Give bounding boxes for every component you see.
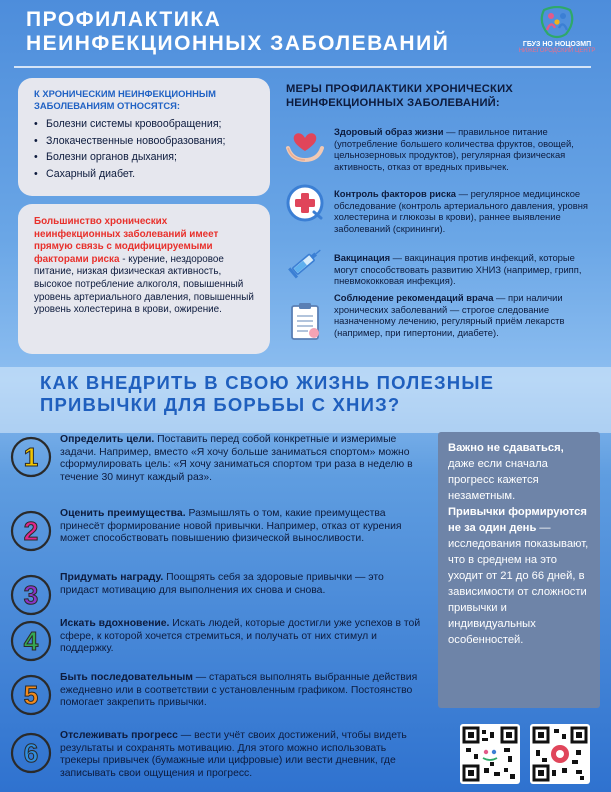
measure-name: Вакцинация	[334, 252, 391, 263]
risk-factors-text: - курение, нездоровое питание, низкая физическая активность, высокое потребление алкоголя, повышенный уровень артериального давления, повышенный уровень холестерина в крови, ожирение.	[34, 253, 254, 316]
number-4-icon	[8, 618, 54, 664]
title-line-2: НЕИНФЕКЦИОННЫХ ЗАБОЛЕВАНИЙ	[26, 32, 450, 55]
page-title	[26, 8, 496, 56]
step-body: Искать людей, которые достигли уже успехов в той сфере, к которой хочется стремиться, и получать от них стимул и поддержку.	[60, 618, 421, 654]
measure-text: — правильное питание (употребление большего количества фруктов, овощей, цельнозерновых продуктов), регулярная физическая активность, отказ от вредных привычек.	[334, 126, 574, 172]
measure-risk-control	[334, 188, 600, 234]
list-item: • Болезни системы кровообращения;	[34, 116, 256, 133]
measure-vaccination	[334, 252, 600, 287]
howto-title-line-2: ПРИВЫЧКИ ДЛЯ БОРЬБЫ С ХНИЗ?	[40, 394, 401, 415]
risk-factors-box	[18, 204, 270, 354]
logo-subtitle: НИЖЕГОРОДСКИЙ ЦЕНТР	[518, 48, 596, 54]
title-line-1: ПРОФИЛАКТИКА	[26, 8, 222, 31]
number-6-icon	[8, 730, 54, 776]
howto-title-line-1: КАК ВНЕДРИТЬ В СВОЮ ЖИЗНЬ ПОЛЕЗНЫЕ	[40, 372, 495, 393]
number-3-icon	[8, 572, 54, 618]
measure-name: Соблюдение рекомендаций врача	[334, 292, 494, 303]
step-number: 1	[23, 442, 39, 472]
logo-emblem-icon	[536, 6, 578, 40]
step-text	[60, 672, 422, 710]
title-divider	[14, 66, 591, 68]
step-text	[60, 730, 422, 780]
step-number: 4	[23, 626, 39, 656]
logo-name: ГБУЗ НО НОЦОЗМП	[522, 41, 592, 48]
measures-title: МЕРЫ ПРОФИЛАКТИКИ ХРОНИЧЕСКИХ НЕИНФЕКЦИОННЫХ ЗАБОЛЕВАНИЙ:	[286, 83, 513, 109]
organization-logo	[515, 6, 599, 64]
step-text	[60, 508, 422, 546]
measure-text: — регулярное медицинское обследование (контроль артериального давления, уровня холестерина и глюкозы в крови), раннее выявление заболеваний (скрининги).	[334, 188, 588, 234]
measure-doctor-advice	[334, 292, 600, 338]
clipboard-icon	[284, 300, 326, 342]
step-text	[60, 618, 422, 656]
measure-text: — вакцинация против инфекций, которые могут способствовать развитию ХНИЗ (например, грипп, пневмококковая инфекция).	[334, 252, 582, 286]
number-5-icon	[8, 672, 54, 718]
step-body: Поощрять себя за здоровые привычки — это придаст мотивацию для выполнения их снова и снова.	[60, 572, 384, 596]
step-number: 6	[23, 738, 39, 768]
step-body: Размышлять о том, какие преимущества принесёт формирование новой привычки. Например, отказ от курения может способствовать повышению физической выносливости.	[60, 508, 402, 544]
step-heading: Придумать награду.	[60, 572, 164, 583]
medical-cross-icon	[284, 182, 326, 224]
note-emphasis-1: Важно не сдаваться,	[448, 442, 564, 454]
step-heading: Быть последовательным	[60, 672, 193, 683]
chronic-diseases-box	[18, 78, 270, 196]
list-item: • Сахарный диабет.	[34, 166, 256, 183]
prevention-measures	[286, 82, 602, 110]
step-body: — вести учёт своих достижений, чтобы видеть результаты и сохранять мотивацию. Для этого можно использовать трекеры привычек (бумажные или цифровые) или вести дневник, где записывать свои ощущения и прогресс.	[60, 730, 407, 779]
qr-code-left[interactable]	[460, 724, 520, 784]
step-text	[60, 434, 422, 484]
measure-text: — при наличии хронических заболеваний — строгое следование назначенному лечению, регулярный приём лекарств (например, при гипертонии, диабете).	[334, 292, 565, 338]
measure-name: Здоровый образ жизни	[334, 126, 444, 137]
list-item: • Злокачественные новообразования;	[34, 133, 256, 150]
chronic-heading: К ХРОНИЧЕСКИМ НЕИНФЕКЦИОННЫМ ЗАБОЛЕВАНИЯМ ОТНОСЯТСЯ:	[34, 88, 216, 111]
measure-healthy-lifestyle	[334, 126, 600, 172]
chronic-list	[34, 116, 256, 182]
syringe-icon	[284, 242, 326, 284]
qr-code-icon	[460, 724, 520, 784]
step-text	[60, 572, 422, 597]
step-heading: Искать вдохновение.	[60, 618, 170, 629]
habit-note-box	[438, 432, 600, 708]
step-number: 5	[23, 680, 39, 710]
qr-code-icon	[530, 724, 590, 784]
note-text-1: даже если сначала прогресс кажется незаметным.	[448, 458, 548, 502]
note-emphasis-2: Привычки формируются не за один день	[448, 506, 587, 534]
step-number: 3	[23, 580, 39, 610]
number-2-icon	[8, 508, 54, 554]
howto-title	[40, 372, 560, 416]
heart-hands-icon	[284, 124, 326, 166]
risk-factors-emphasis: Большинство хронических неинфекционных заболеваний имеет прямую связь с модифицируемыми факторами риска	[34, 216, 219, 265]
measure-name: Контроль факторов риска	[334, 188, 456, 199]
number-1-icon	[8, 434, 54, 480]
step-body: — стараться выполнять выбранные действия ежедневно или в соответствии с установленным графиком. Постоянство помогает закрепить привычки.	[60, 672, 418, 708]
list-item: • Болезни органов дыхания;	[34, 149, 256, 166]
step-heading: Отслеживать прогресс	[60, 730, 178, 741]
qr-code-right[interactable]	[530, 724, 590, 784]
step-number: 2	[23, 516, 39, 546]
step-body: Поставить перед собой конкретные и измеримые задачи. Например, вместо «Я хочу больше заниматься спортом» можно сформулировать цель: «Я хочу заниматься спортом три раза в неделю в течение 30 минут каждый раз».	[60, 434, 413, 483]
step-heading: Оценить преимущества.	[60, 508, 186, 519]
note-text-2: — исследования показывают, что в среднем на это уходит от 21 до 66 дней, в зависимости от сложности привычки и индивидуальных особенностей.	[448, 522, 589, 646]
step-heading: Определить цели.	[60, 434, 155, 445]
